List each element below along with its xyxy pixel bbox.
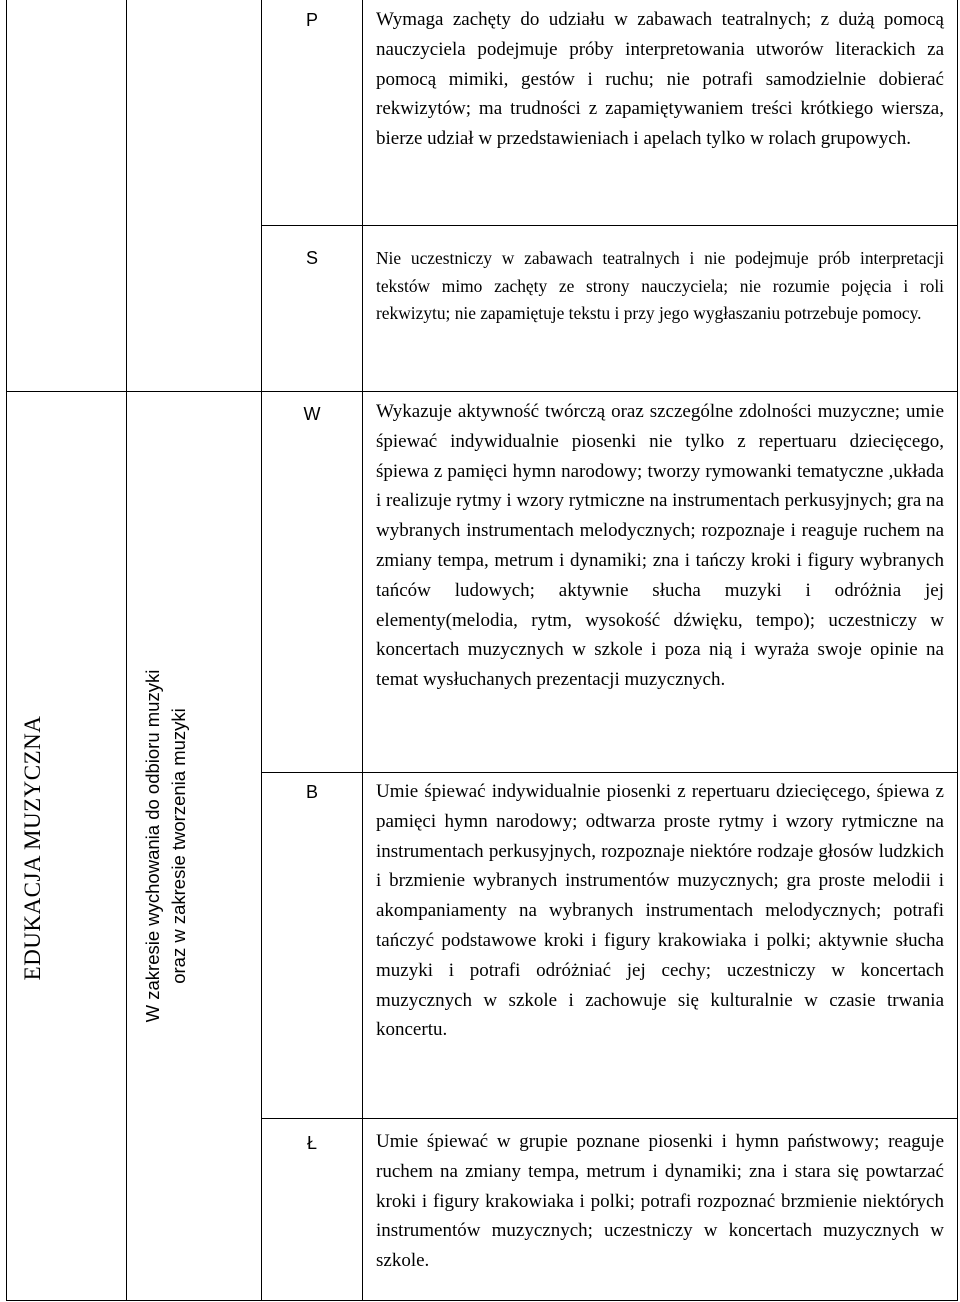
- row-border-top-b: [261, 772, 958, 773]
- row-border-top-l: [261, 1118, 958, 1119]
- area-label-line1: W zakresie wychowania do odbioru muzyki: [142, 669, 163, 1023]
- description-l: Umie śpiewać w grupie poznane piosenki i hymn państwowy; reaguje ruchem na zmiany tempa, metrum i dynamiki; zna i stara się powtarzać kroki i figury krakowiaka i polki; potrafi rozpoznać brzmienie niektórych instrumentów muzycznych; uczestniczy w koncertach muzycznych w szkole.: [376, 1131, 944, 1272]
- table-border-right: [957, 0, 958, 1301]
- subject-label: EDUKACJA MUZYCZNA: [20, 715, 45, 981]
- description-s: Nie uczestniczy w zabawach teatralnych i nie podejmuje prób interpretacji tekstów mimo zachęty ze strony nauczyciela; nie rozumie pojęcia i roli rekwizytu; nie zapamiętuje tekstu i przy jego wygłaszaniu potrzebuje pomocy.: [376, 248, 944, 324]
- table-border-col1: [126, 0, 127, 1301]
- row-border-section: [6, 391, 958, 392]
- grade-w: W: [303, 404, 321, 424]
- grade-s: S: [305, 248, 318, 268]
- grade-p: P: [305, 10, 318, 30]
- table-border-left: [6, 0, 7, 1301]
- table-border-col2: [261, 0, 262, 1301]
- grade-l: Ł: [306, 1133, 317, 1153]
- description-p: Wymaga zachęty do udziału w zabawach teatralnych; z dużą pomocą nauczyciela podejmuje próby interpretowania utworów literackich za pomocą mimiki, gestów i ruchu; nie potrafi samodzielnie dobierać rekwizytów; ma trudności z zapamiętywaniem treści krótkiego wiersza, bierze udział w przedstawieniach i apelach tylko w rolach grupowych.: [376, 9, 944, 150]
- description-w: Wykazuje aktywność twórczą oraz szczególne zdolności muzyczne; umie śpiewać indywidualnie piosenki nie tylko z repertuaru dziecięcego, śpiewa z pamięci hymn narodowy; tworzy rymowanki tematyczne ,układa i realizuje rytmy i wzory rytmiczne na instrumentach perkusyjnych; gra na wybranych instrumentach melodycznych; rozpoznaje i reaguje ruchem na zmiany tempa, metrum i dynamiki; zna i tańczy kroki i figury wybranych tańców ludowych; aktywnie słucha muzyki i odróżnia jej elementy(melodia, rytm, wysokość dźwięku, tempo); uczestniczy w koncertach muzycznych w szkole i poza nią i wyraża swoje opinie na temat wysłuchanych prezentacji muzycznych.: [376, 401, 944, 691]
- area-label: [140, 670, 192, 1023]
- grade-b: B: [305, 782, 318, 802]
- table-border-bottom: [6, 1300, 958, 1301]
- table-border-col3: [362, 0, 363, 1301]
- area-label-line2: oraz w zakresie tworzenia muzyki: [168, 708, 189, 984]
- row-border-top-s: [261, 225, 958, 226]
- description-b: Umie śpiewać indywidualnie piosenki z repertuaru dziecięcego, śpiewa z pamięci hymn narodowy; odtwarza proste rytmy i wzory rytmiczne na instrumentach perkusyjnych, rozpoznaje niektóre rodzaje głosów ludzkich i brzmienie wybranych instrumentów muzycznych; gra proste melodii i akompaniamenty na wybranych instrumentach melodycznych; potrafi tańczyć podstawowe kroki i figury krakowiaka i polki; aktywnie słucha muzyki i potrafi odróżniać jej cechy; uczestniczy w koncertach muzycznych w szkole i zachowuje się kulturalnie w czasie trwania koncertu.: [376, 781, 944, 1041]
